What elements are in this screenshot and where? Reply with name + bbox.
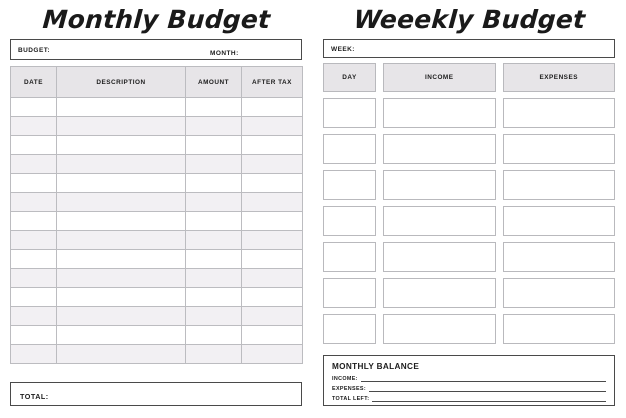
table-row[interactable]: [11, 155, 303, 174]
cell-after-tax[interactable]: [242, 288, 303, 307]
cell-after-tax[interactable]: [242, 326, 303, 345]
monthly-meta-bar[interactable]: [10, 39, 302, 60]
monthly-table-head: [11, 67, 303, 98]
weekly-row: [323, 134, 615, 164]
cell-day[interactable]: [323, 278, 376, 308]
balance-expenses-rule: [369, 391, 606, 392]
monthly-total-label: TOTAL:: [20, 392, 49, 401]
cell-date[interactable]: [11, 307, 57, 326]
table-row[interactable]: [11, 193, 303, 212]
cell-income[interactable]: [383, 134, 496, 164]
column-header-income: INCOME: [383, 63, 496, 92]
cell-income[interactable]: [383, 242, 496, 272]
cell-expenses[interactable]: [503, 314, 616, 344]
cell-income[interactable]: [383, 314, 496, 344]
table-row[interactable]: [11, 250, 303, 269]
cell-income[interactable]: [383, 98, 496, 128]
column-header-after-tax: AFTER TAX: [242, 67, 303, 98]
cell-income[interactable]: [383, 206, 496, 236]
weekly-row: [323, 206, 615, 236]
cell-description[interactable]: [57, 288, 186, 307]
cell-date[interactable]: [11, 231, 57, 250]
cell-after-tax[interactable]: [242, 136, 303, 155]
cell-amount[interactable]: [186, 212, 242, 231]
cell-after-tax[interactable]: [242, 269, 303, 288]
cell-day[interactable]: [323, 98, 376, 128]
table-row[interactable]: [11, 212, 303, 231]
cell-description[interactable]: [57, 117, 186, 136]
table-row[interactable]: [11, 174, 303, 193]
cell-amount[interactable]: [186, 98, 242, 117]
cell-income[interactable]: [383, 170, 496, 200]
weekly-budget-panel: [313, 0, 626, 418]
cell-description[interactable]: [57, 193, 186, 212]
cell-date[interactable]: [11, 345, 57, 364]
weekly-row: [323, 278, 615, 308]
cell-after-tax[interactable]: [242, 174, 303, 193]
cell-date[interactable]: [11, 288, 57, 307]
cell-description[interactable]: [57, 345, 186, 364]
cell-day[interactable]: [323, 314, 376, 344]
cell-expenses[interactable]: [503, 98, 616, 128]
monthly-balance-title: MONTHLY BALANCE: [332, 362, 420, 371]
table-row[interactable]: [11, 231, 303, 250]
cell-amount[interactable]: [186, 136, 242, 155]
cell-date[interactable]: [11, 98, 57, 117]
cell-after-tax[interactable]: [242, 307, 303, 326]
weekly-meta-bar[interactable]: [323, 39, 615, 58]
column-header-amount: AMOUNT: [186, 67, 242, 98]
cell-after-tax[interactable]: [242, 250, 303, 269]
table-row[interactable]: [11, 288, 303, 307]
cell-amount[interactable]: [186, 117, 242, 136]
table-row[interactable]: [11, 307, 303, 326]
cell-date[interactable]: [11, 117, 57, 136]
balance-expenses-label: EXPENSES:: [332, 386, 367, 392]
balance-income-label: INCOME:: [332, 376, 358, 382]
cell-amount[interactable]: [186, 326, 242, 345]
table-row[interactable]: [11, 326, 303, 345]
cell-date[interactable]: [11, 155, 57, 174]
monthly-table-body: [11, 98, 303, 364]
weekly-row: [323, 170, 615, 200]
cell-description[interactable]: [57, 136, 186, 155]
cell-date[interactable]: [11, 326, 57, 345]
cell-day[interactable]: [323, 206, 376, 236]
column-header-expenses: EXPENSES: [503, 63, 616, 92]
cell-amount[interactable]: [186, 155, 242, 174]
cell-expenses[interactable]: [503, 242, 616, 272]
weekly-row: [323, 98, 615, 128]
cell-amount[interactable]: [186, 193, 242, 212]
cell-amount[interactable]: [186, 269, 242, 288]
cell-day[interactable]: [323, 242, 376, 272]
column-header-description: DESCRIPTION: [57, 67, 186, 98]
cell-expenses[interactable]: [503, 278, 616, 308]
cell-amount[interactable]: [186, 250, 242, 269]
cell-income[interactable]: [383, 278, 496, 308]
weekly-budget-title: Weeekly Budget: [352, 5, 587, 34]
week-field-label: WEEK:: [331, 46, 355, 53]
weekly-row: [323, 314, 615, 344]
balance-total-left-row[interactable]: [332, 396, 606, 403]
cell-after-tax[interactable]: [242, 155, 303, 174]
cell-date[interactable]: [11, 174, 57, 193]
cell-after-tax[interactable]: [242, 212, 303, 231]
cell-date[interactable]: [11, 136, 57, 155]
weekly-rows-container: [323, 98, 615, 344]
cell-description[interactable]: [57, 231, 186, 250]
monthly-budget-title: Monthly Budget: [41, 5, 272, 34]
monthly-balance-box: [323, 355, 615, 406]
cell-date[interactable]: [11, 193, 57, 212]
weekly-header-row: [323, 63, 615, 92]
cell-date[interactable]: [11, 269, 57, 288]
monthly-header-row: [11, 67, 303, 98]
cell-after-tax[interactable]: [242, 231, 303, 250]
cell-after-tax[interactable]: [242, 345, 303, 364]
budget-field-label: BUDGET:: [18, 47, 51, 54]
cell-amount[interactable]: [186, 231, 242, 250]
weekly-row: [323, 242, 615, 272]
cell-expenses[interactable]: [503, 170, 616, 200]
column-header-day: DAY: [323, 63, 376, 92]
cell-day[interactable]: [323, 170, 376, 200]
cell-description[interactable]: [57, 98, 186, 117]
cell-day[interactable]: [323, 134, 376, 164]
balance-total-left-rule: [372, 401, 606, 402]
cell-description[interactable]: [57, 326, 186, 345]
cell-amount[interactable]: [186, 345, 242, 364]
cell-date[interactable]: [11, 250, 57, 269]
balance-income-rule: [361, 381, 606, 382]
cell-expenses[interactable]: [503, 134, 616, 164]
balance-income-row[interactable]: [332, 376, 606, 383]
cell-amount[interactable]: [186, 307, 242, 326]
cell-description[interactable]: [57, 250, 186, 269]
table-row[interactable]: [11, 345, 303, 364]
cell-description[interactable]: [57, 307, 186, 326]
cell-amount[interactable]: [186, 288, 242, 307]
weekly-budget-grid: [323, 63, 615, 350]
cell-after-tax[interactable]: [242, 98, 303, 117]
cell-description[interactable]: [57, 212, 186, 231]
cell-description[interactable]: [57, 155, 186, 174]
table-row[interactable]: [11, 269, 303, 288]
table-row[interactable]: [11, 98, 303, 117]
month-field-label: MONTH:: [210, 50, 239, 57]
cell-expenses[interactable]: [503, 206, 616, 236]
cell-description[interactable]: [57, 174, 186, 193]
cell-after-tax[interactable]: [242, 117, 303, 136]
cell-after-tax[interactable]: [242, 193, 303, 212]
cell-amount[interactable]: [186, 174, 242, 193]
balance-total-left-label: TOTAL LEFT:: [332, 396, 370, 402]
column-header-date: DATE: [11, 67, 57, 98]
cell-description[interactable]: [57, 269, 186, 288]
balance-expenses-row[interactable]: [332, 386, 606, 393]
table-row[interactable]: [11, 136, 303, 155]
cell-date[interactable]: [11, 212, 57, 231]
table-row[interactable]: [11, 117, 303, 136]
monthly-budget-table: [10, 66, 303, 364]
monthly-total-bar[interactable]: [10, 382, 302, 406]
